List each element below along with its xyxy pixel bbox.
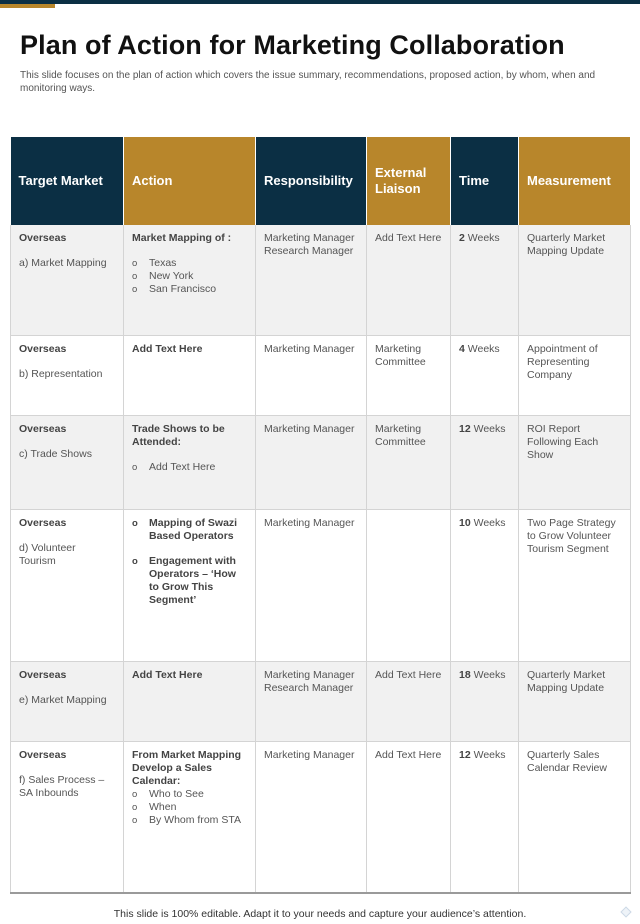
time-unit: Weeks <box>473 668 506 681</box>
target-title: Overseas <box>19 422 67 435</box>
responsibility-cell: Marketing Manager Research Manager <box>256 661 367 741</box>
page-subtitle: This slide focuses on the plan of action which covers the issue summary, recommendations, proposed action, by whom, when and monitoring ways. <box>20 70 596 94</box>
table-header-row <box>11 137 631 225</box>
page-title: Plan of Action for Marketing Collaboration <box>20 30 565 60</box>
action-cell <box>124 225 256 335</box>
action-cell <box>124 509 256 661</box>
time-unit: Weeks <box>473 516 506 529</box>
header-time: Time <box>451 137 519 225</box>
time-unit: Weeks <box>467 232 500 244</box>
target-cell <box>11 335 124 415</box>
measurement-cell: ROI Report Following Each Show <box>519 415 631 509</box>
header-external-liaison: External Liaison <box>367 137 451 225</box>
action-title: Add Text Here <box>132 342 203 355</box>
liaison-cell: Add Text Here <box>367 661 451 741</box>
responsibility-cell: Marketing Manager Research Manager <box>256 225 367 335</box>
target-cell <box>11 509 124 661</box>
action-cell <box>124 415 256 509</box>
measurement-cell: Appointment of Representing Company <box>519 335 631 415</box>
time-unit: Weeks <box>473 748 506 761</box>
table-row <box>11 661 631 741</box>
liaison-cell: Add Text Here <box>367 225 451 335</box>
action-title: Market Mapping of : <box>132 232 232 244</box>
action-list <box>132 788 247 827</box>
target-title: Overseas <box>19 232 67 244</box>
list-item: o Mapping of Swazi Based Operators <box>132 517 247 543</box>
time-value: 10 <box>459 516 471 529</box>
action-cell <box>124 335 256 415</box>
time-value: 12 <box>459 422 471 435</box>
table-row <box>11 415 631 509</box>
liaison-cell: Marketing Committee <box>367 415 451 509</box>
target-subtitle: a) Market Mapping <box>19 257 107 269</box>
header-measurement: Measurement <box>519 137 631 225</box>
list-item: o Add Text Here <box>132 461 247 474</box>
time-cell <box>451 741 519 893</box>
header-action: Action <box>124 137 256 225</box>
target-subtitle: d) Volunteer Tourism <box>19 541 76 567</box>
action-list <box>132 257 247 296</box>
list-item: o When <box>132 801 247 814</box>
liaison-cell: Marketing Committee <box>367 335 451 415</box>
action-cell <box>124 661 256 741</box>
top-bar <box>0 0 640 4</box>
target-title: Overseas <box>19 516 67 529</box>
header-target-market: Target Market <box>11 137 124 225</box>
target-title: Overseas <box>19 342 67 355</box>
time-cell <box>451 335 519 415</box>
action-title: From Market Mapping Develop a Sales Calendar: <box>132 748 242 787</box>
liaison-cell: Add Text Here <box>367 741 451 893</box>
responsibility-cell: Marketing Manager <box>256 509 367 661</box>
time-cell <box>451 661 519 741</box>
table-row <box>11 335 631 415</box>
time-cell <box>451 415 519 509</box>
time-value: 2 <box>459 232 465 244</box>
time-value: 18 <box>459 668 471 681</box>
measurement-cell: Two Page Strategy to Grow Volunteer Tourism Segment <box>519 509 631 661</box>
measurement-cell: Quarterly Market Mapping Update <box>519 661 631 741</box>
action-title: Trade Shows to be Attended: <box>132 422 225 448</box>
target-subtitle: c) Trade Shows <box>19 447 92 460</box>
list-item: o Engagement with Operators – ‘How to Grow This Segment’ <box>132 555 247 607</box>
measurement-cell: Quarterly Market Mapping Update <box>519 225 631 335</box>
table-row <box>11 509 631 661</box>
target-subtitle: e) Market Mapping <box>19 693 107 706</box>
list-item: o San Francisco <box>132 283 247 296</box>
action-list <box>132 461 247 474</box>
measurement-cell: Quarterly Sales Calendar Review <box>519 741 631 893</box>
top-accent-bar <box>0 4 55 8</box>
table-row <box>11 225 631 335</box>
action-plan-table <box>10 137 631 894</box>
target-title: Overseas <box>19 748 67 761</box>
target-subtitle: f) Sales Process – SA Inbounds <box>19 773 105 799</box>
target-subtitle: b) Representation <box>19 367 103 380</box>
target-cell <box>11 661 124 741</box>
time-cell <box>451 225 519 335</box>
time-value: 4 <box>459 342 465 355</box>
list-item: o New York <box>132 270 247 283</box>
table-row <box>11 741 631 893</box>
action-cell <box>124 741 256 893</box>
time-cell <box>451 509 519 661</box>
time-unit: Weeks <box>467 342 500 355</box>
responsibility-cell: Marketing Manager <box>256 415 367 509</box>
target-cell <box>11 741 124 893</box>
target-title: Overseas <box>19 668 67 681</box>
list-item: o Who to See <box>132 788 247 801</box>
target-cell <box>11 225 124 335</box>
action-list <box>132 517 247 607</box>
header-responsibility: Responsibility <box>256 137 367 225</box>
list-item: o By Whom from STA <box>132 814 247 827</box>
responsibility-cell: Marketing Manager <box>256 741 367 893</box>
time-value: 12 <box>459 748 471 761</box>
list-item: o Texas <box>132 257 247 270</box>
responsibility-cell: Marketing Manager <box>256 335 367 415</box>
action-title: Add Text Here <box>132 668 203 681</box>
time-unit: Weeks <box>473 422 506 435</box>
footer-note: This slide is 100% editable. Adapt it to your needs and capture your audience’s attention. <box>113 908 527 920</box>
liaison-cell <box>367 509 451 661</box>
target-cell <box>11 415 124 509</box>
